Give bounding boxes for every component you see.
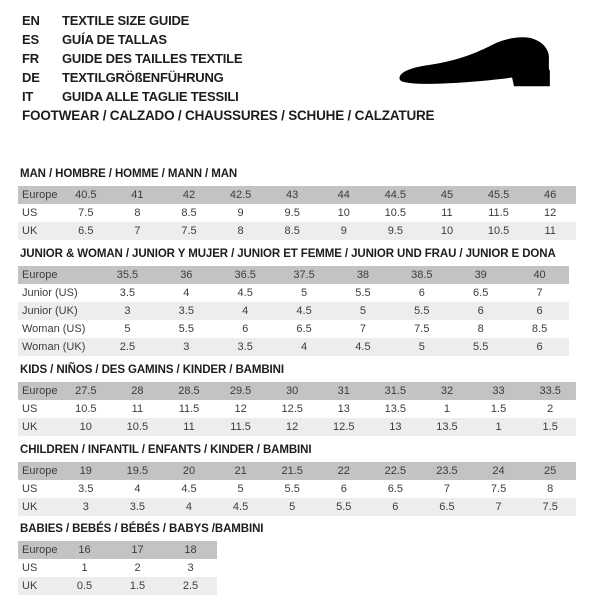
size-cell: 25: [544, 465, 557, 477]
language-row-it: [22, 87, 242, 106]
size-cell: 19.5: [126, 465, 149, 477]
table-header-row: [18, 186, 588, 204]
size-cell: 10: [440, 225, 454, 237]
size-cell: 22.5: [384, 465, 407, 477]
size-cell: 3.5: [178, 305, 194, 317]
table-row: [18, 320, 588, 338]
size-cell: 3.5: [78, 483, 94, 495]
size-cell: 6: [340, 483, 347, 495]
size-cell: 35.5: [116, 269, 139, 281]
size-cell: 2: [547, 403, 554, 415]
language-row-en: [22, 11, 242, 30]
size-cell: 8.5: [181, 207, 197, 219]
size-cell: 5.5: [336, 501, 352, 513]
size-cell: 6: [477, 305, 484, 317]
row-label: US: [22, 483, 38, 495]
size-cell: 4.5: [181, 483, 197, 495]
size-cell: 29.5: [229, 385, 252, 397]
row-label: US: [22, 207, 38, 219]
size-cell: 10.5: [126, 421, 149, 433]
size-cell: 1: [443, 403, 451, 415]
size-cell: 18: [184, 544, 197, 556]
size-table-babies: [18, 541, 238, 595]
size-cell: 10.5: [75, 403, 97, 415]
shoe-icon: [392, 32, 576, 96]
language-code: EN: [22, 13, 40, 28]
size-table-junior-woman: [18, 266, 588, 356]
section-children: [18, 443, 590, 516]
row-label: UK: [22, 501, 38, 513]
size-cell: 6.5: [439, 501, 455, 513]
size-cell: 1: [81, 562, 88, 574]
size-cell: 6.5: [78, 225, 94, 237]
size-cell: 7.5: [78, 207, 94, 219]
language-list: [22, 11, 242, 106]
size-cell: 46: [544, 189, 557, 201]
size-cell: 42.5: [229, 189, 252, 201]
language-label: GUÍA DE TALLAS: [62, 32, 167, 47]
size-cell: 13.5: [384, 403, 407, 415]
size-cell: 31.5: [384, 385, 407, 397]
size-cell: 1.5: [542, 421, 558, 433]
table-header-row: [18, 541, 238, 559]
size-cell: 31: [337, 385, 350, 397]
size-cell: 9.5: [387, 225, 403, 237]
size-cell: 40.5: [75, 189, 97, 201]
language-row-fr: [22, 49, 242, 68]
table-row: [18, 222, 588, 240]
size-cell: 4: [301, 341, 308, 353]
size-cell: 21.5: [281, 465, 303, 477]
size-cell: 11: [544, 225, 556, 237]
row-label: Junior (UK): [22, 305, 78, 317]
size-cell: 7.5: [490, 483, 507, 495]
size-cell: 0.5: [76, 580, 93, 592]
section-man: [18, 167, 590, 240]
language-code: ES: [22, 32, 39, 47]
size-cell: 5.5: [284, 483, 300, 495]
size-cell: 23.5: [436, 465, 458, 477]
size-cell: 4: [242, 305, 249, 317]
size-cell: 5: [289, 501, 296, 513]
size-cell: 37.5: [293, 269, 315, 281]
size-cell: 40: [533, 269, 546, 281]
row-label: UK: [22, 421, 38, 433]
section-title-junior-woman: JUNIOR & WOMAN / JUNIOR Y MUJER / JUNIOR ET FEMME / JUNIOR UND FRAU / JUNIOR E DONA: [20, 248, 556, 260]
table-row: [18, 284, 588, 302]
language-code: DE: [22, 70, 40, 85]
row-label: Europe: [22, 189, 58, 201]
size-cell: 7: [536, 287, 543, 299]
size-cell: 5: [237, 483, 244, 495]
size-table-children: [18, 462, 588, 516]
size-cell: 16: [78, 544, 91, 556]
size-cell: 4: [183, 287, 190, 299]
size-cell: 1: [495, 421, 502, 433]
table-row: [18, 480, 588, 498]
size-cell: 7: [359, 323, 366, 335]
language-label: TEXTILGRÖßENFÜHRUNG: [62, 70, 224, 85]
row-label: Junior (US): [22, 287, 78, 299]
size-cell: 3.5: [129, 501, 146, 513]
row-label: Woman (US): [22, 323, 86, 335]
language-label: GUIDE DES TAILLES TEXTILE: [62, 51, 243, 66]
size-cell: 6: [536, 305, 543, 317]
size-cell: 38: [356, 269, 370, 281]
size-cell: 8: [237, 225, 244, 237]
table-row: [18, 338, 588, 356]
size-cell: 7: [134, 225, 141, 237]
table-header-row: [18, 266, 588, 284]
size-cell: 45: [440, 189, 454, 201]
row-label: Woman (UK): [22, 341, 86, 353]
category-title: FOOTWEAR / CALZADO / CHAUSSURES / SCHUHE / CALZATURE: [22, 108, 435, 123]
table-row: [18, 498, 588, 516]
table-row: [18, 204, 588, 222]
size-cell: 4.5: [296, 305, 312, 317]
size-cell: 42: [182, 189, 196, 201]
size-cell: 11: [131, 403, 144, 415]
language-label: GUIDA ALLE TAGLIE TESSILI: [62, 89, 239, 104]
size-cell: 33.5: [539, 385, 561, 397]
row-label: Europe: [22, 544, 58, 556]
size-cell: 28: [131, 385, 144, 397]
table-row: [18, 418, 588, 436]
section-title-man: MAN / HOMBRE / HOMME / MANN / MAN: [20, 168, 238, 180]
size-cell: 44.5: [384, 189, 407, 201]
table-row: [18, 577, 238, 595]
size-cell: 4: [134, 483, 141, 495]
section-title-babies: BABIES / BEBÉS / BÉBÉS / BABYS /BAMBINI: [20, 523, 264, 535]
size-cell: 21: [234, 465, 247, 477]
size-cell: 11: [441, 207, 453, 219]
size-cell: 6: [392, 501, 399, 513]
section-babies: [18, 522, 590, 595]
size-cell: 13: [337, 403, 350, 415]
size-cell: 5: [301, 287, 308, 299]
size-cell: 30: [286, 385, 299, 397]
table-row: [18, 559, 238, 577]
size-cell: 8.5: [284, 225, 300, 237]
size-cell: 5.5: [178, 323, 194, 335]
size-cell: 12: [234, 403, 247, 415]
size-cell: 8: [134, 207, 141, 219]
size-cell: 5: [124, 323, 131, 335]
size-cell: 33: [492, 385, 505, 397]
language-label: TEXTILE SIZE GUIDE: [62, 13, 190, 28]
size-cell: 5: [418, 341, 425, 353]
size-cell: 17: [131, 544, 144, 556]
size-cell: 2.5: [119, 341, 136, 353]
size-cell: 4.5: [237, 287, 253, 299]
language-code: FR: [22, 51, 39, 66]
size-cell: 6: [418, 287, 425, 299]
size-cell: 13.5: [436, 421, 458, 433]
size-cell: 38.5: [411, 269, 433, 281]
size-cell: 19: [79, 465, 92, 477]
table-header-row: [18, 462, 588, 480]
size-cell: 12.5: [281, 403, 303, 415]
size-cell: 3: [183, 341, 190, 353]
size-cell: 4.5: [232, 501, 249, 513]
size-cell: 3: [82, 501, 89, 513]
table-header-row: [18, 382, 588, 400]
size-cell: 11.5: [230, 421, 251, 433]
size-cell: 44: [337, 189, 350, 201]
size-cell: 2.5: [182, 580, 199, 592]
size-cell: 24: [492, 465, 505, 477]
row-label: UK: [22, 580, 38, 592]
size-cell: 8: [477, 323, 484, 335]
size-cell: 11: [183, 421, 195, 433]
size-cell: 20: [182, 465, 196, 477]
size-cell: 41: [131, 189, 144, 201]
row-label: US: [22, 403, 38, 415]
size-cell: 9: [237, 207, 244, 219]
size-cell: 6: [242, 323, 249, 335]
size-cell: 39: [474, 269, 487, 281]
size-cell: 6: [536, 341, 543, 353]
size-cell: 11.5: [178, 403, 200, 415]
size-cell: 7.5: [414, 323, 430, 335]
size-cell: 11.5: [488, 207, 509, 219]
section-title-kids: KIDS / NIÑOS / DES GAMINS / KINDER / BAMBINI: [20, 364, 284, 376]
size-cell: 1.5: [129, 580, 146, 592]
size-cell: 4.5: [355, 341, 371, 353]
size-cell: 3.5: [237, 341, 253, 353]
size-cell: 13: [389, 421, 402, 433]
size-cell: 45.5: [487, 189, 510, 201]
row-label: US: [22, 562, 38, 574]
size-cell: 3: [124, 305, 131, 317]
row-label: Europe: [22, 465, 58, 477]
size-cell: 7: [443, 483, 451, 495]
size-cell: 28.5: [178, 385, 200, 397]
size-cell: 43: [286, 189, 299, 201]
size-cell: 27.5: [75, 385, 97, 397]
size-cell: 5.5: [473, 341, 489, 353]
size-cell: 10.5: [384, 207, 407, 219]
size-cell: 7.5: [181, 225, 197, 237]
size-cell: 36.5: [234, 269, 256, 281]
table-row: [18, 400, 588, 418]
size-cell: 12: [286, 421, 299, 433]
size-cell: 32: [440, 385, 454, 397]
size-table-kids: [18, 382, 588, 436]
size-cell: 22: [337, 465, 350, 477]
size-cell: 5: [359, 305, 366, 317]
size-cell: 8: [547, 483, 554, 495]
size-cell: 9.5: [284, 207, 300, 219]
size-cell: 10.5: [487, 225, 510, 237]
size-cell: 5.5: [355, 287, 371, 299]
size-cell: 1.5: [490, 403, 507, 415]
size-cell: 36: [180, 269, 193, 281]
size-cell: 10: [337, 207, 350, 219]
language-row-es: [22, 30, 242, 49]
size-cell: 2: [134, 562, 141, 574]
size-cell: 12.5: [333, 421, 355, 433]
size-cell: 7: [495, 501, 502, 513]
size-cell: 7.5: [542, 501, 558, 513]
language-code: IT: [22, 89, 34, 104]
row-label: Europe: [22, 269, 58, 281]
section-title-children: CHILDREN / INFANTIL / ENFANTS / KINDER / BAMBINI: [20, 444, 312, 456]
size-cell: 10: [79, 421, 92, 433]
row-label: Europe: [22, 385, 58, 397]
size-table-man: [18, 186, 588, 240]
size-cell: 6.5: [473, 287, 489, 299]
section-kids: [18, 363, 590, 436]
row-label: UK: [22, 225, 38, 237]
size-cell: 6.5: [387, 483, 403, 495]
size-cell: 12: [544, 207, 557, 219]
size-cell: 4: [185, 501, 193, 513]
size-cell: 8.5: [531, 323, 548, 335]
section-junior-woman: [18, 247, 590, 356]
size-cell: 5.5: [414, 305, 430, 317]
size-cell: 3.5: [119, 287, 136, 299]
table-row: [18, 302, 588, 320]
language-row-de: [22, 68, 242, 87]
size-cell: 6.5: [296, 323, 312, 335]
size-cell: 9: [340, 225, 347, 237]
size-cell: 3: [187, 562, 194, 574]
